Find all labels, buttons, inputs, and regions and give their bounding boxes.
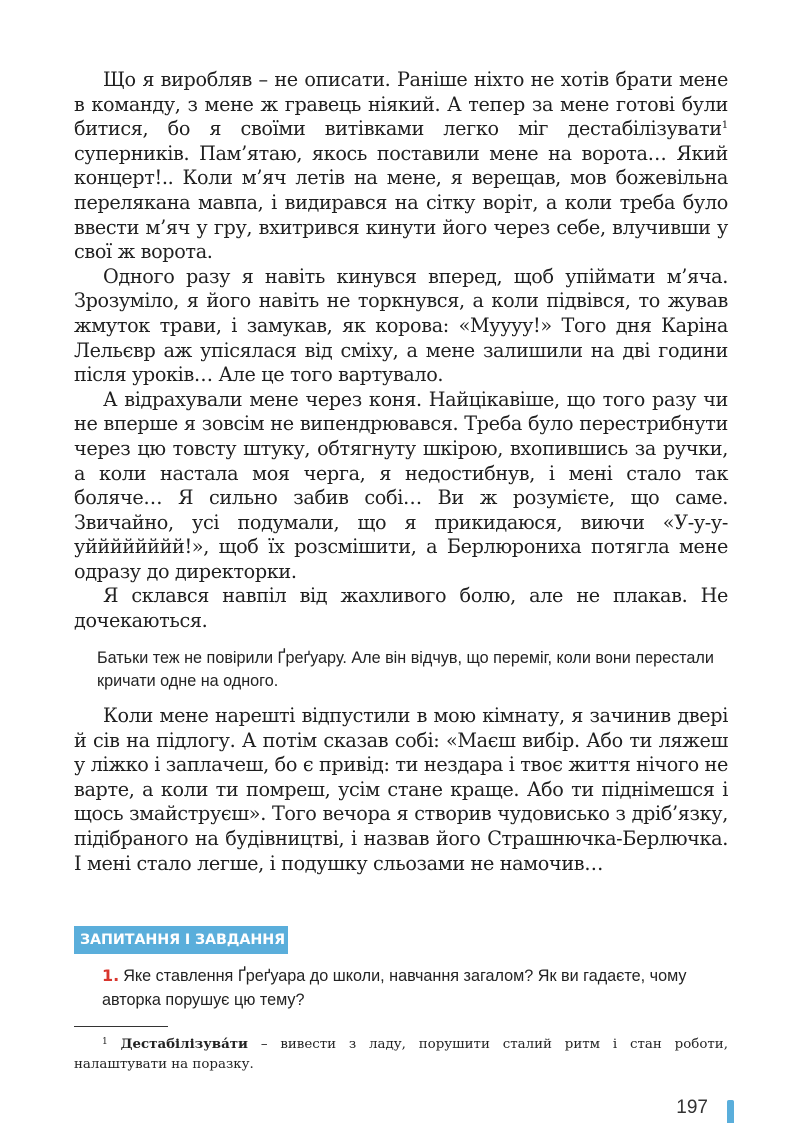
- question-item: [102, 964, 734, 1012]
- story-text-block-1: [74, 68, 728, 634]
- questions-section-header: ЗАПИТАННЯ І ЗАВДАННЯ: [74, 926, 288, 954]
- paragraph: Я склався навпіл від жахливого болю, але не плакав. Не дочекаються.: [74, 584, 728, 633]
- author-note: Батьки теж не повірили Ґреґуару. Але він відчув, що переміг, коли вони перестали кричати одне на одного.: [97, 649, 714, 690]
- story-text-block-2: [74, 704, 728, 876]
- page-number: 197: [676, 1097, 708, 1118]
- paragraph: Одного разу я навіть кинувся вперед, щоб упіймати м’яча. Зрозуміло, я його навіть не торкнувся, а коли підвівся, то жував жмуток трави, і замукав, як корова: «Муууу!» Того дня Каріна Лельєвр аж упісялася від сміху, а мене залишили на дві години після уроків… Але це того вартувало.: [74, 264, 728, 387]
- page-tab-marker: [727, 1100, 734, 1123]
- paragraph: А відрахували мене через коня. Найцікавіше, що того разу чи не вперше я зовсім не випендрювався. Треба було перестрибнути через цю товсту штуку, обтягнуту шкірою, вхопившись за ручки, а коли настала моя черга, я недостибнув, і мені стало так боляче… Я сильно забив собі… Ви ж розумієте, що саме. Звичайно, усі подумали, що я прикидаюся, виючи «У-у-у-уйййййййй!», щоб їх розсмішити, а Берлюрониха потягла мене одразу до директорки.: [74, 387, 728, 583]
- paragraph: Коли мене нарешті відпустили в мою кімнату, я зачинив двері й сів на підлогу. А потім сказав собі: «Маєш вибір. Або ти ляжеш у ліжко і заплачеш, бо є привід: ти нездара і твоє життя нічого не варте, а коли ти помреш, усім стане краще. Або ти піднімешся і щось змайструєш». Того вечора я створив чудовисько з дріб’язку, підібраного на будівництві, і назвав його Страшнючка-Берлючка. І мені стало легше, і подушку сльозами не намочив…: [74, 704, 728, 875]
- paragraph: Що я виробляв – не описати. Раніше ніхто не хотів брати мене в команду, з мене ж гравець ніякий. А тепер за мене готові були битися, бо я своїми витівками легко міг дестабілізувати$^1$ суперників. Пам’ятаю, якось поставили мене на ворота… Який концерт!.. Коли м’яч летів на мене, я верещав, мов божевільна перелякана мавпа, і видирався на сітку воріт, а коли треба було ввести м’яч у гру, вхитрився кинути його через себе, влучивши у свої ж ворота.: [74, 68, 728, 264]
- footnote: [74, 1032, 728, 1075]
- footnote-reference[interactable]: 1: [721, 119, 728, 132]
- question-text: Яке ставлення Ґреґуара до школи, навчання загалом? Як ви гадаєте, чому авторка порушує цю тему?: [102, 967, 687, 1009]
- footnote-definition: – вивести з ладу, порушити сталий ритм і стан роботи, налаштувати на поразку.: [74, 1037, 728, 1072]
- footnote-term: Дестабілізува́ти: [120, 1036, 248, 1052]
- footnote-divider: [74, 1026, 168, 1027]
- question-number: 1.: [102, 966, 120, 985]
- footnote-mark: 1: [102, 1037, 108, 1047]
